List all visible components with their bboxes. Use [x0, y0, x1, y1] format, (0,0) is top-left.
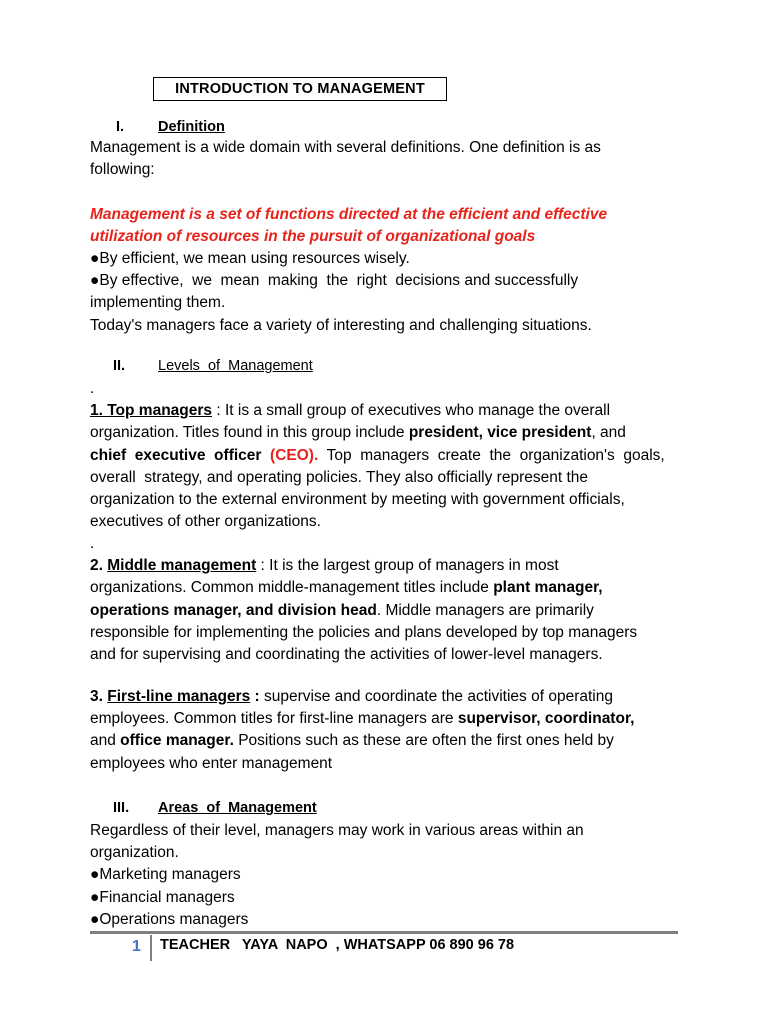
top-managers-line: organization to the external environment by meeting with government officials, — [90, 491, 625, 509]
section-2-number: II. — [113, 358, 126, 374]
first-line-titles: supervisor, coordinator, — [457, 710, 635, 728]
efficiency-notes — [90, 248, 670, 337]
top-managers-line: overall strategy, and operating policies. They also officially represent the — [90, 468, 588, 486]
middle-management-number: 2. — [90, 557, 108, 575]
middle-management-block — [90, 533, 670, 666]
section-1-number: I. — [116, 119, 125, 135]
first-line-line — [90, 730, 670, 752]
first-line-text: employees. Common titles for first-line managers are — [90, 710, 458, 728]
middle-management-label: Middle management — [107, 557, 257, 575]
areas-intro-line: organization. — [90, 844, 179, 862]
middle-management-text: : It is the largest group of managers in most — [256, 557, 559, 575]
middle-management-line — [90, 577, 670, 599]
page-number: 1 — [132, 938, 141, 955]
top-managers-block — [90, 378, 670, 533]
definition-statement — [90, 204, 670, 248]
first-line-text: Positions such as these are often the first ones held by — [233, 732, 614, 750]
effective-bullet-cont: implementing them. — [90, 294, 226, 312]
ceo-abbreviation: (CEO). — [261, 446, 319, 464]
top-managers-line: executives of other organizations. — [90, 513, 321, 531]
first-line-titles: office manager. — [120, 732, 234, 750]
effective-bullet: ●By effective, we mean making the right decisions and successfully — [90, 272, 579, 290]
middle-management-titles: plant manager, — [493, 579, 603, 597]
first-line-colon: : — [250, 688, 260, 705]
middle-management-text: organizations. Common middle-management titles include — [90, 579, 494, 597]
efficient-bullet: ●By efficient, we mean using resources wisely. — [90, 250, 410, 267]
section-2-title: Levels of Management — [158, 358, 313, 374]
middle-management-line: and for supervising and coordinating the activities of lower-level managers. — [90, 646, 603, 664]
middle-management-line: responsible for implementing the policies and plans developed by top managers — [90, 623, 638, 641]
areas-block — [90, 820, 670, 931]
area-list-item: ●Marketing managers — [90, 866, 241, 884]
ceo-title: chief executive officer — [90, 446, 262, 464]
top-managers-text: Top managers create the organization's goals, — [318, 446, 665, 464]
top-managers-text: , and — [591, 424, 626, 442]
top-managers-text: : It is a small group of executives who manage the overall — [212, 402, 611, 420]
areas-intro-line: Regardless of their level, managers may work in various areas within an — [90, 822, 584, 839]
definition-closing: Today's managers face a variety of interesting and challenging situations. — [90, 316, 592, 334]
definition-statement-line: utilization of resources in the pursuit of organizational goals — [90, 228, 536, 246]
section-1-title: Definition — [158, 119, 225, 135]
section-3-title: Areas of Management — [158, 800, 317, 816]
top-managers-line — [90, 422, 670, 444]
top-managers-line — [90, 445, 670, 467]
area-list-item: ●Operations managers — [90, 910, 249, 928]
area-list-item: ●Financial managers — [90, 888, 235, 906]
definition-intro — [90, 137, 670, 181]
first-line-number: 3. — [90, 688, 108, 705]
section-3-number: III. — [113, 800, 130, 816]
first-line-line — [90, 686, 670, 708]
first-line-text: and — [90, 732, 121, 750]
first-line-line: employees who enter management — [90, 754, 333, 772]
top-managers-titles: president, vice president — [408, 424, 592, 442]
middle-management-text: . Middle managers are primarily — [376, 601, 594, 619]
footer-separator — [150, 935, 152, 961]
separator-dot: . — [90, 380, 95, 397]
first-line-text: supervise and coordinate the activities of operating — [259, 688, 613, 705]
definition-statement-line: Management is a set of functions directed at the efficient and effective — [90, 206, 608, 223]
middle-management-line — [90, 555, 670, 577]
definition-intro-line: Management is a wide domain with several definitions. One definition is as — [90, 139, 601, 156]
footer-text: TEACHER YAYA NAPO , WHATSAPP 06 890 96 78 — [160, 937, 515, 953]
top-managers-text: organization. Titles found in this group include — [90, 424, 409, 442]
first-line-managers-block — [90, 686, 670, 775]
separator-dot: . — [90, 535, 95, 552]
first-line-label: First-line managers — [107, 688, 251, 705]
top-managers-line — [90, 400, 670, 422]
first-line-line — [90, 708, 670, 730]
definition-intro-line: following: — [90, 161, 155, 179]
document-title: INTRODUCTION TO MANAGEMENT — [153, 77, 447, 101]
middle-management-titles: operations manager, and division head — [90, 601, 377, 619]
footer-divider — [90, 931, 678, 934]
middle-management-line — [90, 600, 670, 622]
top-managers-label: 1. Top managers — [90, 402, 213, 420]
